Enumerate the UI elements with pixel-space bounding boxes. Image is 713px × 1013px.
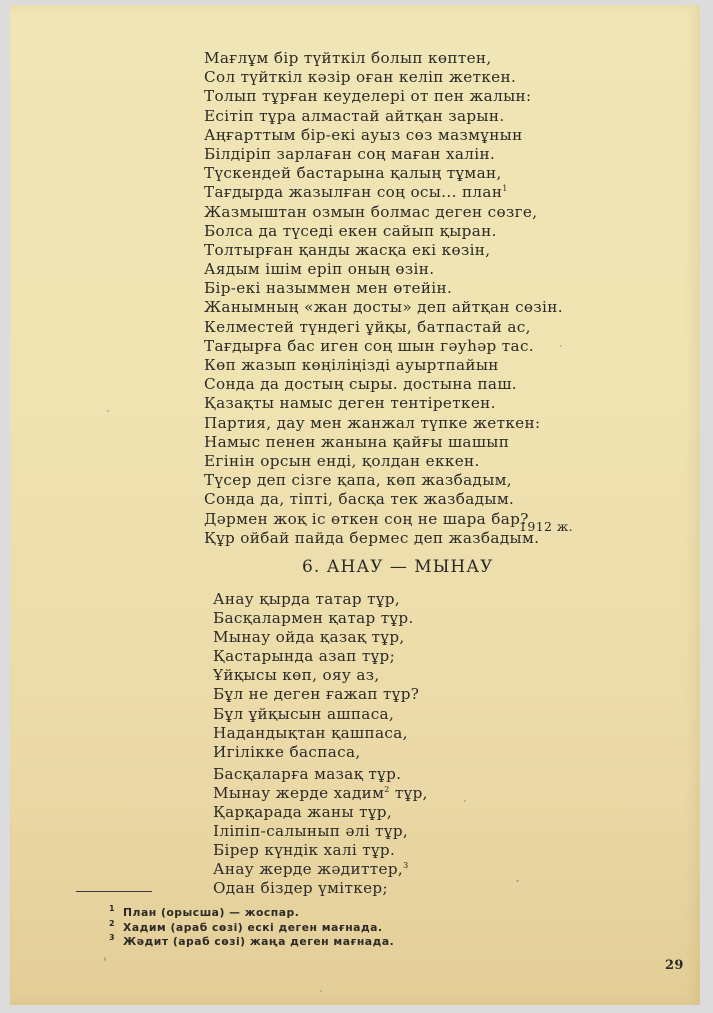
poem-line: Көп жазып көңіліңізді ауыртпайын	[204, 356, 499, 374]
poem-line: Құр ойбай пайда бермес деп жазбадым.	[204, 528, 540, 547]
poem-line-suffix: тұр,	[389, 783, 428, 802]
poem-line: Жазмыштан озмын болмас деген сөзге,	[204, 202, 538, 221]
section-heading: 6. АНАУ — МЫНАУ	[302, 557, 494, 577]
poem-line: Мынау ойда қазақ тұр,	[213, 628, 405, 647]
poem-line: Басқалармен қатар тұр.	[213, 609, 414, 628]
footnotes	[109, 906, 394, 950]
poem-line: Толтырған қанды жасқа екі көзін,	[204, 240, 491, 259]
poem-line-with-footnote	[213, 784, 428, 803]
poem-line: Бір-екі назыммен мен өтейін.	[204, 279, 453, 298]
poem-line: Сонда да достың сыры. достына паш.	[204, 375, 517, 394]
book-page	[10, 5, 700, 1005]
poem-line: Анау қырда татар тұр,	[213, 590, 401, 608]
poem-line: Толып тұрған кеуделері от пен жалын:	[204, 87, 532, 106]
poem-line: Надандықтан қашпаса,	[213, 723, 408, 742]
poem-line-with-footnote	[213, 860, 428, 879]
poem-line: Мағлұм бір түйткіл болып көптен,	[204, 49, 492, 67]
poem-line: Келместей түндегі ұйқы, батпастай ас,	[204, 317, 531, 336]
poem-line: Игілікке баспаса,	[213, 742, 361, 761]
footnote-ref-3: 3	[403, 861, 409, 871]
poem-anau-mynau	[213, 590, 428, 899]
poem-line: Іліпіп-салынып әлі тұр,	[213, 822, 409, 841]
poem-line: Басқаларға мазақ тұр.	[213, 764, 402, 783]
poem-line: Ұйқысы көп, ояу аз,	[213, 666, 380, 685]
footnote-divider	[76, 891, 152, 892]
paper-speck	[107, 410, 109, 412]
paper-speck	[560, 345, 562, 347]
poem-line-text: Анау жерде жәдиттер,	[213, 860, 404, 879]
poem-line: Түсер деп сізге қапа, көп жазбадым,	[204, 471, 512, 490]
poem-line: Бұл не деген ғажап тұр?	[213, 685, 420, 704]
poem-line: Түскендей бастарына қалың тұман,	[204, 164, 502, 183]
poem-line: Одан біздер үміткер;	[213, 879, 388, 898]
poem-line: Тағдырға бас иген соң шын гәуһәр тас.	[204, 336, 534, 355]
poem-line: Егінін орсын енді, қолдан еккен.	[204, 451, 480, 470]
poem-line: Сол түйткіл кәзір оған келіп жеткен.	[204, 68, 517, 87]
paper-speck	[320, 990, 322, 992]
paper-speck	[516, 880, 519, 882]
footnote-text: Жәдит (араб сөзі) жаңа деген мағнада.	[123, 935, 395, 948]
poem-line: Қастарында азап тұр;	[213, 647, 396, 666]
footnote-text: Хадим (араб сөзі) ескі деген мағнада.	[123, 920, 383, 934]
poem-line: Намыс пенен жанына қайғы шашып	[204, 432, 510, 451]
poem-line: Партия, дау мен жанжал түпке жеткен:	[204, 413, 541, 432]
poem-line: Қарқарада жаны тұр,	[213, 803, 393, 822]
footnote-3: $^3$ Жәдит (араб сөзі) жаңа деген мағнада.	[109, 933, 395, 948]
poem-line-text: Мынау жерде хадим	[213, 783, 385, 802]
poem-line-text: Тағдырда жазылған соң осы... план	[204, 183, 503, 202]
poem-line: Есітіп тұра алмастай айтқан зарын.	[204, 106, 505, 125]
poem-line-with-footnote	[204, 183, 563, 202]
footnote-text: План (орысша) — жоспар.	[123, 906, 300, 919]
footnote-1: $^1$ План (орысша) — жоспар.	[109, 904, 300, 919]
footnote-2: $^2$ Хадим (араб сөзі) ескі деген мағнада.	[109, 918, 383, 934]
poem-line: Болса да түседі екен сайып қыран.	[204, 221, 497, 240]
poem-line: Бірер күндік халі тұр.	[213, 841, 396, 860]
poem-line: Жанымның «жан досты» деп айтқан сөзін.	[204, 298, 563, 317]
poem-line: Аңғарттым бір-екі ауыз сөз мазмұнын	[204, 125, 523, 144]
paper-speck	[464, 800, 466, 802]
poem-line: Қазақты намыс деген тентіреткен.	[204, 394, 496, 413]
footnote-ref-2: 2	[384, 784, 390, 794]
poem-line: Бұл ұйқысын ашпаса,	[213, 704, 395, 723]
poem-line: Аядым ішім еріп оның өзін.	[204, 260, 435, 279]
paper-speck	[104, 957, 106, 961]
poem-line: Дәрмен жоқ іс өткен соң не шара бар?	[204, 509, 529, 528]
page-number: 29	[665, 958, 684, 973]
poem-continued	[204, 49, 563, 548]
poem-line: Сонда да, тіпті, басқа тек жазбадым.	[204, 490, 515, 509]
footnote-ref-1: 1	[502, 184, 508, 194]
poem-line: Білдіріп зарлаған соң маған халін.	[204, 144, 496, 163]
poem-date: 1912 ж.	[519, 519, 574, 534]
